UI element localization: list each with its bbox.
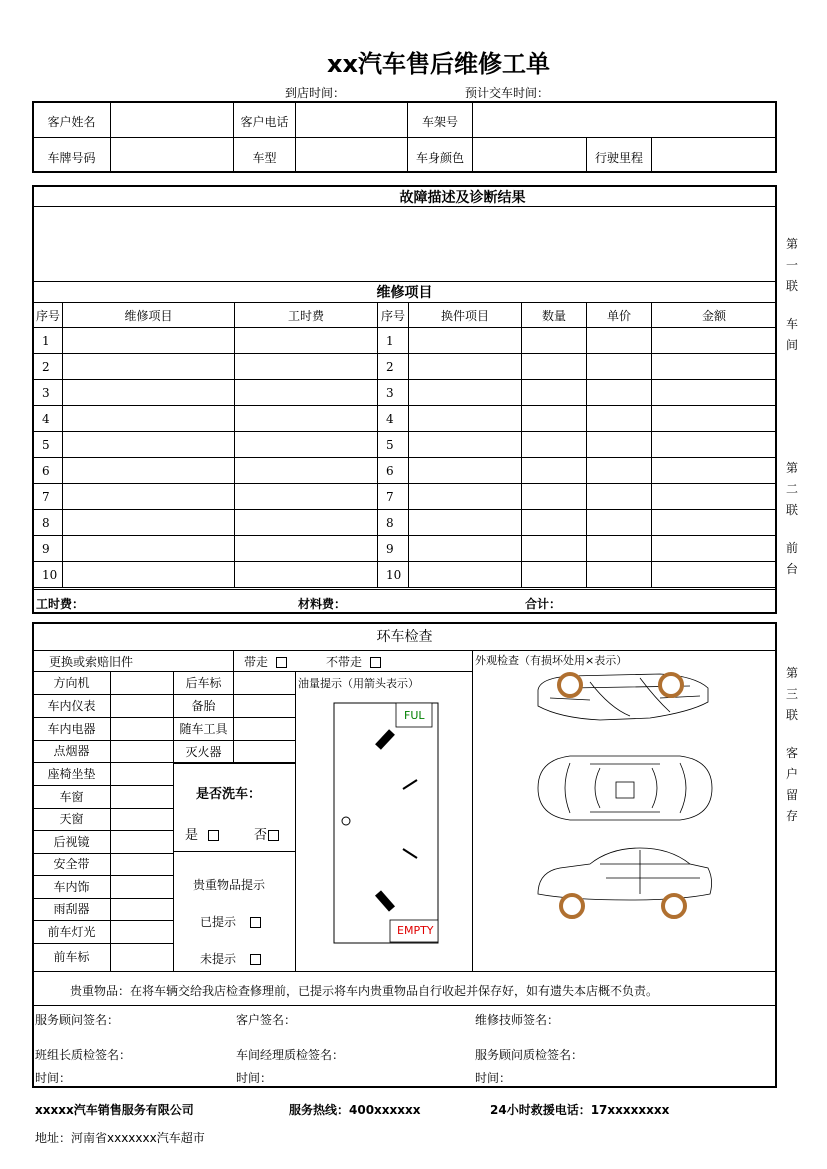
table-cell[interactable]: [409, 484, 522, 510]
mileage-field[interactable]: [652, 138, 775, 172]
table-cell[interactable]: [587, 510, 652, 536]
team-leader-qc-label: 班组长质检签名：: [35, 1048, 132, 1062]
take-option[interactable]: 带走: [244, 655, 287, 669]
fault-description-area[interactable]: [34, 208, 775, 280]
table-row: [34, 510, 777, 536]
customer-name-field[interactable]: [111, 102, 232, 136]
inspection-item-field[interactable]: [234, 695, 294, 716]
inspection-item: 车窗: [59, 789, 84, 804]
row-seq-left: 4: [34, 406, 63, 432]
table-cell[interactable]: [235, 328, 378, 354]
table-cell[interactable]: [63, 380, 235, 406]
customer-signature-label: 客户签名：: [236, 1013, 297, 1027]
table-cell[interactable]: [63, 432, 235, 458]
row-seq-left: 6: [34, 458, 63, 484]
row-seq-right: 7: [378, 484, 409, 510]
table-cell[interactable]: [409, 380, 522, 406]
col-amount: 金额: [652, 303, 777, 328]
table-cell[interactable]: [522, 432, 587, 458]
table-cell[interactable]: [652, 510, 777, 536]
inspection-item-field[interactable]: [111, 854, 172, 875]
table-cell[interactable]: [522, 536, 587, 562]
wash-question: 是否洗车：: [196, 787, 262, 802]
copy-label-customer: [785, 665, 799, 829]
inspection-item-field[interactable]: [111, 944, 172, 971]
replace-parts-label: 更换或索赔旧件: [49, 655, 134, 669]
table-cell[interactable]: [409, 406, 522, 432]
not-take-option[interactable]: 不带走: [326, 655, 381, 669]
table-cell[interactable]: [522, 484, 587, 510]
address: 地址：河南省xxxxxxx汽车超市: [35, 1131, 205, 1145]
row-seq-right: 3: [378, 380, 409, 406]
table-cell[interactable]: [409, 510, 522, 536]
inspection-item: 前车标: [53, 950, 90, 964]
table-row: [34, 536, 777, 562]
table-cell[interactable]: [235, 458, 378, 484]
wash-no-option[interactable]: 否: [254, 829, 279, 843]
time-label-1: 时间：: [35, 1071, 72, 1085]
inspection-item: 座椅坐垫: [47, 766, 96, 781]
company-name: xxxxx汽车销售服务有限公司: [35, 1103, 194, 1117]
copy-label-char: 台: [785, 562, 798, 576]
inspection-item-field[interactable]: [111, 786, 172, 808]
table-cell[interactable]: [409, 562, 522, 588]
rescue-phone: 24小时救援电话：17xxxxxxxx: [490, 1103, 670, 1117]
row-seq-right: 9: [378, 536, 409, 562]
page-title: xx汽车售后维修工单: [327, 50, 550, 78]
copy-label-char: 间: [785, 338, 798, 352]
tire-icon: [660, 674, 682, 696]
col-part-item: 换件项目: [409, 303, 522, 328]
table-cell[interactable]: [409, 432, 522, 458]
inspection-item: 灭火器: [185, 745, 222, 759]
table-cell[interactable]: [652, 458, 777, 484]
fuel-gauge[interactable]: [296, 692, 472, 954]
inspection-item-field[interactable]: [234, 718, 294, 739]
table-cell[interactable]: [522, 458, 587, 484]
tire-icon: [663, 895, 685, 917]
table-cell[interactable]: [235, 510, 378, 536]
copy-label-workshop: [785, 236, 799, 358]
fuel-full-label: FUL: [404, 709, 425, 722]
row-seq-right: 10: [378, 562, 409, 588]
time-label-2: 时间：: [236, 1071, 273, 1085]
table-cell[interactable]: [235, 380, 378, 406]
inspection-item-field[interactable]: [234, 672, 294, 693]
workshop-manager-qc-label: 车间经理质检签名：: [236, 1048, 345, 1062]
inspection-item: 车内仪表: [47, 698, 96, 713]
table-cell[interactable]: [63, 406, 235, 432]
col-seq-2: 序号: [378, 303, 409, 328]
table-row: [34, 406, 777, 432]
valuables-not-notified-checkbox[interactable]: [250, 954, 261, 965]
table-cell[interactable]: [63, 536, 235, 562]
inspection-item: 后车标: [185, 676, 222, 690]
table-row: [34, 484, 777, 510]
mileage-label: 行驶里程: [594, 151, 643, 165]
table-row: [34, 328, 777, 354]
repair-items-table: [33, 302, 777, 588]
table-cell[interactable]: [409, 536, 522, 562]
table-cell[interactable]: [235, 562, 378, 588]
table-cell[interactable]: [652, 432, 777, 458]
valuables-title: 贵重物品提示: [193, 878, 266, 892]
copy-label-char: [785, 728, 799, 745]
time-label-3: 时间：: [475, 1071, 512, 1085]
row-seq-right: 1: [378, 328, 409, 354]
row-seq-left: 8: [34, 510, 63, 536]
advisor-qc-label: 服务顾问质检签名：: [475, 1048, 584, 1062]
table-cell[interactable]: [587, 458, 652, 484]
inspection-item: 车内饰: [53, 879, 90, 894]
table-cell[interactable]: [652, 562, 777, 588]
table-cell[interactable]: [587, 484, 652, 510]
labor-total-label: 工时费：: [36, 597, 85, 611]
copy-label-char: 二: [785, 482, 798, 496]
copy-label-char: 户: [785, 767, 798, 781]
model-label: 车型: [252, 151, 277, 165]
inspection-item-field[interactable]: [111, 672, 172, 694]
col-labor-fee: 工时费: [235, 303, 378, 328]
not-take-checkbox[interactable]: [370, 657, 381, 668]
service-hotline: 服务热线：400xxxxxx: [289, 1103, 421, 1117]
copy-label-char: 车: [785, 317, 798, 331]
table-row: [34, 562, 777, 588]
row-seq-right: 2: [378, 354, 409, 380]
table-cell[interactable]: [522, 406, 587, 432]
car-diagram[interactable]: [530, 668, 720, 928]
customer-phone-field[interactable]: [296, 102, 406, 136]
row-seq-left: 10: [34, 562, 63, 588]
tire-icon: [559, 674, 581, 696]
advisor-signature-label: 服务顾问签名：: [35, 1013, 120, 1027]
table-cell[interactable]: [522, 328, 587, 354]
copy-label-char: 联: [785, 279, 798, 293]
row-seq-left: 5: [34, 432, 63, 458]
valuables-not-notified-option[interactable]: 未提示: [200, 952, 261, 966]
vin-field[interactable]: [473, 102, 775, 136]
copy-label-char: 一: [785, 258, 798, 272]
inspection-item: 天窗: [59, 812, 84, 826]
inspection-item-field[interactable]: [234, 741, 294, 762]
table-cell[interactable]: [409, 354, 522, 380]
plate-field[interactable]: [111, 138, 232, 172]
table-cell[interactable]: [652, 380, 777, 406]
inspection-item: 安全带: [53, 857, 90, 871]
table-cell[interactable]: [652, 484, 777, 510]
arrival-time-label: 到店时间：: [285, 86, 346, 100]
color-label: 车身颜色: [415, 151, 464, 165]
inspection-item-field[interactable]: [111, 809, 172, 830]
customer-name-label: 客户姓名: [47, 115, 96, 129]
material-total-label: 材料费：: [298, 597, 347, 611]
table-cell[interactable]: [522, 380, 587, 406]
inspection-item-field[interactable]: [111, 921, 172, 943]
table-row: [34, 380, 777, 406]
table-row: [34, 432, 777, 458]
table-cell[interactable]: [587, 406, 652, 432]
copy-label-char: 留: [785, 788, 798, 802]
repair-title: 维修项目: [376, 285, 433, 301]
customer-phone-label: 客户电话: [240, 115, 289, 129]
inspection-item: 雨刮器: [53, 902, 90, 916]
table-row: [34, 354, 777, 380]
table-cell[interactable]: [587, 536, 652, 562]
copy-label-front-desk: [785, 460, 799, 582]
row-seq-left: 3: [34, 380, 63, 406]
table-cell[interactable]: [63, 562, 235, 588]
tire-icon: [561, 895, 583, 917]
copy-label-char: [785, 523, 799, 540]
take-checkbox[interactable]: [276, 657, 287, 668]
inspection-item: 方向机: [53, 675, 90, 690]
wash-yes-checkbox[interactable]: [208, 830, 219, 841]
table-cell[interactable]: [409, 328, 522, 354]
table-cell[interactable]: [652, 406, 777, 432]
row-seq-right: 4: [378, 406, 409, 432]
inspection-item-field[interactable]: [111, 718, 172, 740]
copy-label-char: 前: [785, 541, 798, 555]
copy-label-char: 三: [785, 687, 798, 701]
color-field[interactable]: [473, 138, 585, 172]
inspection-item: 后视镜: [53, 834, 90, 849]
inspection-item: 随车工具: [179, 722, 228, 736]
fuel-empty-label: EMPTY: [397, 924, 434, 937]
row-seq-left: 9: [34, 536, 63, 562]
model-field[interactable]: [296, 138, 406, 172]
exterior-title: 外观检查（有损坏处用×表示）: [475, 654, 628, 667]
technician-signature-label: 维修技师签名：: [475, 1013, 560, 1027]
row-seq-right: 8: [378, 510, 409, 536]
table-cell[interactable]: [235, 354, 378, 380]
inspection-item: 点烟器: [53, 744, 90, 758]
row-seq-right: 5: [378, 432, 409, 458]
table-cell[interactable]: [63, 484, 235, 510]
inspection-item-field[interactable]: [111, 876, 172, 898]
inspection-item: 车内电器: [47, 721, 96, 736]
vin-label: 车架号: [421, 115, 458, 129]
table-cell[interactable]: [235, 406, 378, 432]
table-cell[interactable]: [522, 562, 587, 588]
col-repair-item: 维修项目: [63, 303, 235, 328]
copy-label-char: 联: [785, 503, 798, 517]
wash-yes-option[interactable]: 是: [185, 829, 219, 843]
plate-label: 车牌号码: [47, 151, 96, 165]
copy-label-char: 客: [785, 746, 798, 760]
col-seq-1: 序号: [34, 303, 63, 328]
inspection-item-field[interactable]: [111, 695, 172, 717]
copy-label-char: 联: [785, 708, 798, 722]
valuables-notified-option[interactable]: 已提示: [200, 915, 261, 929]
fault-title: 故障描述及诊断结果: [399, 190, 526, 206]
col-unit-price: 单价: [587, 303, 652, 328]
inspection-item-field[interactable]: [111, 763, 172, 785]
delivery-time-label: 预计交车时间：: [465, 86, 550, 100]
row-seq-left: 2: [34, 354, 63, 380]
table-cell[interactable]: [587, 354, 652, 380]
copy-label-char: 第: [785, 461, 798, 475]
table-cell[interactable]: [522, 510, 587, 536]
table-cell[interactable]: [63, 328, 235, 354]
table-cell[interactable]: [652, 354, 777, 380]
table-cell[interactable]: [63, 354, 235, 380]
table-cell[interactable]: [63, 458, 235, 484]
table-cell[interactable]: [522, 354, 587, 380]
table-cell[interactable]: [587, 380, 652, 406]
table-cell[interactable]: [235, 536, 378, 562]
copy-label-char: 存: [785, 809, 798, 823]
row-seq-left: 7: [34, 484, 63, 510]
table-row: [34, 458, 777, 484]
table-cell[interactable]: [587, 328, 652, 354]
copy-label-char: [785, 299, 799, 316]
copy-label-char: 第: [785, 237, 798, 251]
table-cell[interactable]: [63, 510, 235, 536]
row-seq-left: 1: [34, 328, 63, 354]
valuables-notice: 贵重物品：在将车辆交给我店检查修理前，已提示将车内贵重物品自行收起并保存好，如有遗失本店概不负责。: [70, 984, 659, 998]
fuel-title: 油量提示（用箭头表示）: [298, 677, 419, 690]
table-cell[interactable]: [409, 458, 522, 484]
table-cell[interactable]: [587, 562, 652, 588]
row-seq-right: 6: [378, 458, 409, 484]
grand-total-label: 合计：: [525, 597, 562, 611]
table-cell[interactable]: [235, 484, 378, 510]
inspection-item-field[interactable]: [111, 899, 172, 920]
inspection-item-field[interactable]: [111, 741, 172, 762]
inspection-title: 环车检查: [376, 629, 433, 645]
table-cell[interactable]: [652, 328, 777, 354]
copy-label-char: 第: [785, 666, 798, 680]
wash-no-checkbox[interactable]: [268, 830, 279, 841]
valuables-notified-checkbox[interactable]: [250, 917, 261, 928]
col-quantity: 数量: [522, 303, 587, 328]
table-cell[interactable]: [587, 432, 652, 458]
table-cell[interactable]: [652, 536, 777, 562]
inspection-item: 前车灯光: [47, 924, 96, 939]
table-cell[interactable]: [235, 432, 378, 458]
inspection-item-field[interactable]: [111, 831, 172, 853]
inspection-item: 备胎: [191, 699, 216, 713]
